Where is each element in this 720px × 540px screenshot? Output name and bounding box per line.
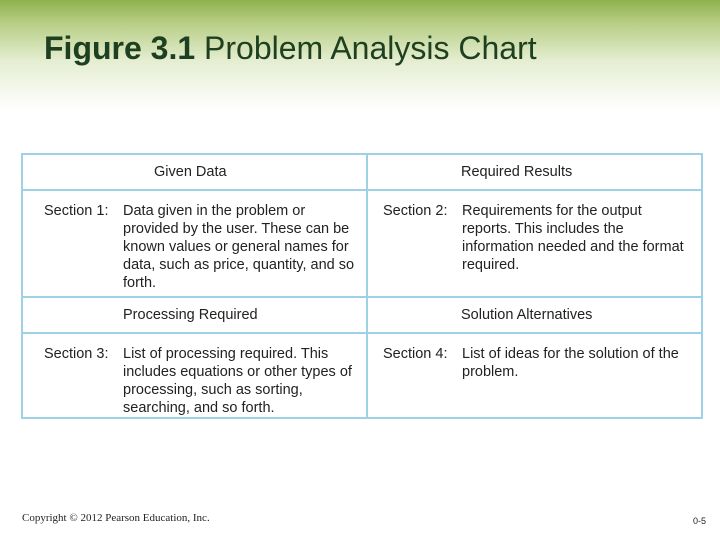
processing-required-header — [23, 298, 368, 334]
given-data-header — [23, 155, 368, 191]
required-results-header-text: Required Results — [461, 164, 573, 180]
slide-title — [44, 30, 537, 67]
given-data-header-text: Given Data — [154, 164, 227, 180]
required-results-header — [368, 155, 701, 191]
section-2-cell — [368, 191, 701, 298]
section-3-label: Section 3: — [44, 346, 109, 362]
title-figure-number: Figure 3.1 — [44, 30, 196, 66]
section-1-text: Data given in the problem or provided by the user. These can be known values or general names for data, such as price, quantity, and so forth. — [123, 203, 355, 291]
section-2-text: Requirements for the output reports. This includes the information needed and the format required. — [462, 203, 684, 273]
section-4-cell — [368, 334, 701, 417]
section-2-label: Section 2: — [383, 203, 448, 219]
section-1-cell — [23, 191, 368, 298]
title-text: Problem Analysis Chart — [204, 30, 537, 66]
page-number: 0-5 — [692, 516, 706, 526]
section-1-label: Section 1: — [44, 203, 109, 219]
solution-alternatives-header-text: Solution Alternatives — [461, 307, 593, 323]
solution-alternatives-header — [368, 298, 701, 334]
copyright-notice: Copyright © 2012 Pearson Education, Inc. — [22, 512, 210, 524]
problem-analysis-chart — [21, 153, 703, 419]
section-4-label: Section 4: — [383, 346, 448, 362]
section-4-text: List of ideas for the solution of the problem. — [462, 346, 679, 380]
section-3-cell — [23, 334, 368, 417]
processing-required-header-text: Processing Required — [123, 307, 258, 323]
section-3-text: List of processing required. This includes equations or other types of processing, such as sorting, searching, and so forth. — [123, 346, 352, 416]
